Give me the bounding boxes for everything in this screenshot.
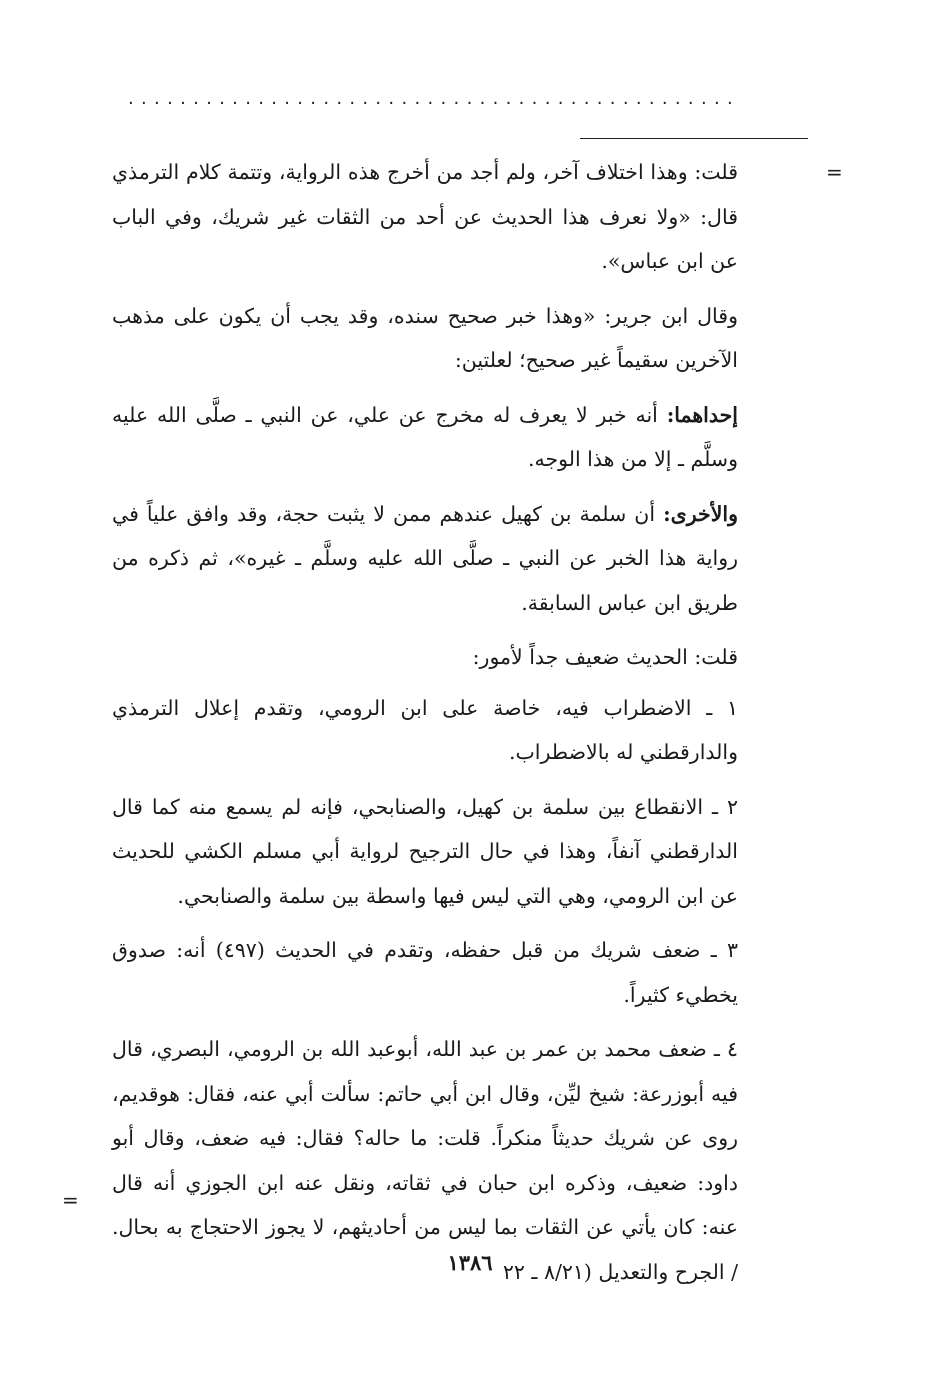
paragraph-3 — [112, 393, 738, 482]
paragraph-text: قلت: الحديث ضعيف جداً لأمور: — [472, 645, 738, 669]
paragraph-text: أن سلمة بن كهيل عندهم ممن لا يثبت حجة، وقد وافق علياً في رواية هذا الخبر عن النبي ـ صلَّى الله عليه وسلَّم ـ غيره»، ثم ذكره من طريق ابن عباس السابقة. — [112, 501, 738, 615]
paragraph-6 — [112, 686, 738, 775]
paragraph-text: قلت: وهذا اختلاف آخر، ولم أجد من أخرج هذه الرواية، وتتمة كلام الترمذي قال: «ولا نعرف هذا الحديث عن أحد من الثقات غير شريك، وفي الباب عن ابن عباس». — [112, 160, 738, 273]
paragraph-text: وقال ابن جرير: «وهذا خبر صحيح سنده، وقد يجب أن يكون على مذهب الآخرين سقيماً غير صحيح؛ لعلتين: — [112, 303, 738, 372]
footnote-separator-rule — [580, 138, 808, 139]
paragraph-text: ٤ ـ ضعف محمد بن عمر بن عبد الله، أبوعبد الله بن الرومي، البصري، قال فيه أبوزرعة: شيخ ليِّن، وقال ابن أبي حاتم: سألت أبي عنه، فقال: هوقديم، روى عن شريك حديثاً منكراً. قلت: ما حاله؟ فقال: فيه ضعف، وقال أبو داود: ضعيف، وذكره ابن حبان في ثقاته، ونقل عنه ابن الجوزي أنه قال عنه: كان يأتي عن الثقات بما ليس من أحاديثهم، لا يجوز الاحتجاج به بحال. / الجرح والتعديل (٨/٢١ ـ ٢٢ — [112, 1037, 738, 1284]
paragraph-7 — [112, 785, 738, 919]
paragraph-1 — [112, 150, 738, 284]
paragraph-lead: والأخرى: — [663, 501, 738, 526]
continuation-marker-bottom: = — [62, 1188, 79, 1212]
paragraph-text: ٢ ـ الانقطاع بين سلمة بن كهيل، والصنابحي، فإنه لم يسمع منه كما قال الدارقطني آنفاً، وهذا في حال الترجيح لرواية أبي مسلم الكشي للحديث عن ابن الرومي، وهي التي ليس فيها واسطة بين سلمة والصنابحي. — [112, 794, 738, 908]
header-dotted-line: ............................................... — [128, 88, 741, 109]
paragraph-text: ١ ـ الاضطراب فيه، خاصة على ابن الرومي، وتقدم إعلال الترمذي والدارقطني له بالاضطراب. — [112, 695, 738, 764]
paragraph-lead: إحداهما: — [666, 402, 738, 427]
paragraph-8 — [112, 928, 738, 1017]
page-body — [112, 150, 738, 1304]
paragraph-5 — [112, 635, 738, 680]
paragraph-text: ٣ ـ ضعف شريك من قبل حفظه، وتقدم في الحديث (٤٩٧) أنه: صدوق يخطيء كثيراً. — [112, 938, 738, 1007]
page-number: ١٣٨٦ — [447, 1250, 493, 1275]
paragraph-text: أنه خبر لا يعرف له مخرج عن علي، عن النبي ـ صلَّى الله عليه وسلَّم ـ إلا من هذا الوجه. — [112, 402, 738, 471]
paragraph-4 — [112, 492, 738, 626]
continuation-marker-top: = — [826, 160, 843, 184]
paragraph-2 — [112, 294, 738, 383]
